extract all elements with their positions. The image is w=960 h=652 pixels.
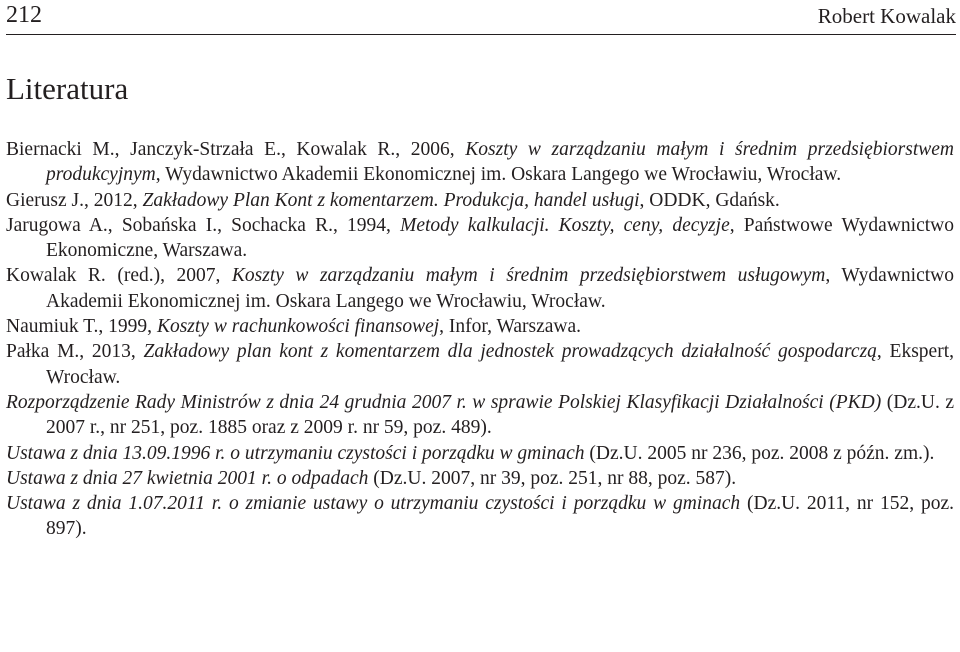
entry-publication: (Dz.U. z 2007 r., nr 251, poz. 1885 oraz z 2009 r. nr 59, poz. 489).	[46, 391, 955, 439]
entry-publication: (Dz.U. 2011, nr 152, poz. 897).	[46, 493, 954, 540]
entry-publication: , ODDK, Gdańsk.	[639, 189, 780, 211]
entry-title: Ustawa z dnia 13.09.1996 r. o utrzymaniu czystości i porządku w gminach	[6, 442, 585, 464]
entry-authors: Biernacki M., Janczyk-Strzała E., Kowalak R., 2006,	[6, 139, 466, 160]
bibliography-entry	[6, 441, 954, 466]
entry-title: Rozporządzenie Rady Ministrów z dnia 24 grudnia 2007 r. w sprawie Polskiej Klasyfikacji Działalności (PKD)	[6, 391, 882, 413]
bibliography-entry	[6, 390, 954, 441]
entry-title: Ustawa z dnia 1.07.2011 r. o zmianie ustawy o utrzymaniu czystości i porządku w gminach	[6, 493, 741, 515]
entry-authors: Pałka M., 2013,	[6, 341, 144, 363]
entry-authors: Naumiuk T., 1999,	[6, 316, 157, 338]
bibliography-entry	[6, 314, 954, 339]
entry-title: Metody kalkulacji. Koszty, ceny, decyzje	[400, 214, 730, 236]
entry-title: Koszty w rachunkowości finansowej	[156, 316, 440, 338]
bibliography-entry	[6, 339, 954, 390]
bibliography-entry	[6, 137, 954, 188]
entry-publication: , Państwowe Wydawnictwo Ekonomiczne, Warszawa.	[46, 214, 954, 262]
bibliography-entry	[6, 466, 954, 491]
entry-publication: , Wydawnictwo Akademii Ekonomicznej im. Oskara Langego we Wrocławiu, Wrocław.	[46, 265, 954, 312]
entry-authors: Gierusz J., 2012,	[6, 189, 143, 211]
entry-publication: (Dz.U. 2007, nr 39, poz. 251, nr 88, poz. 587).	[368, 467, 737, 489]
entry-title: Zakładowy Plan Kont z komentarzem. Produkcja, handel usługi	[142, 189, 640, 211]
bibliography-list	[6, 137, 954, 542]
entry-title: Koszty w zarządzaniu małym i średnim przedsiębiorstwem usługowym	[231, 265, 826, 287]
entry-authors: Jarugowa A., Sobańska I., Sochacka R., 1994,	[6, 214, 401, 236]
page-number: 212	[6, 2, 42, 28]
bibliography-entry	[6, 213, 954, 264]
entry-publication: (Dz.U. 2005 nr 236, poz. 2008 z późn. zm.).	[584, 442, 935, 464]
bibliography-entry	[6, 491, 954, 542]
bibliography-entry	[6, 188, 954, 213]
entry-title: Ustawa z dnia 27 kwietnia 2001 r. o odpadach	[6, 467, 369, 489]
entry-title: Koszty w zarządzaniu małym i średnim przedsiębiorstwem produkcyjnym	[46, 139, 954, 186]
entry-authors: Kowalak R. (red.), 2007,	[6, 265, 232, 287]
bibliography-entry	[6, 263, 954, 314]
entry-publication: , Ekspert, Wrocław.	[46, 341, 954, 388]
section-heading: Literatura	[6, 71, 129, 106]
entry-title: Zakładowy plan kont z komentarzem dla jednostek prowadzących działalność gospodarczą	[143, 341, 877, 363]
entry-publication: , Infor, Warszawa.	[439, 316, 582, 338]
running-header	[6, 0, 956, 35]
running-author: Robert Kowalak	[817, 4, 956, 28]
entry-publication: , Wydawnictwo Akademii Ekonomicznej im. Oskara Langego we Wrocławiu, Wrocław.	[155, 164, 842, 186]
